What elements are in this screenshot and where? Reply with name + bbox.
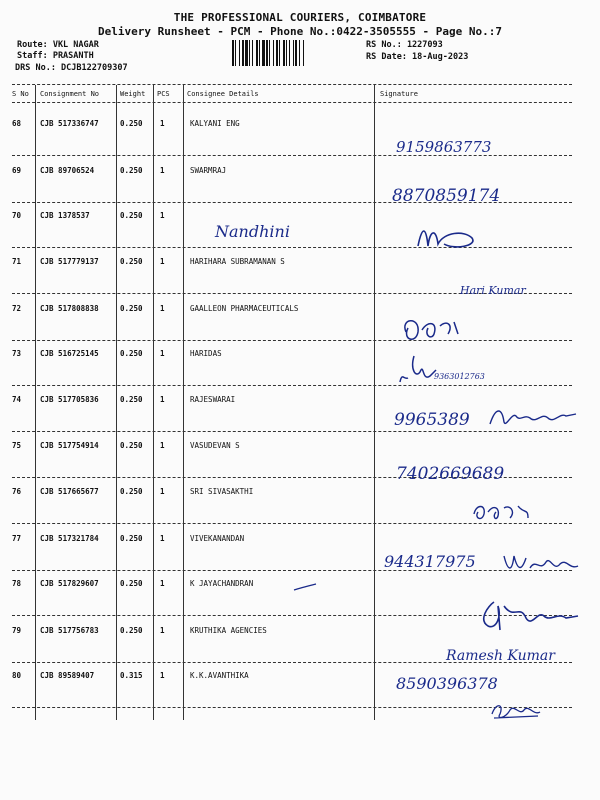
row-sno: 74 xyxy=(12,395,22,404)
row-weight: 0.250 xyxy=(120,626,143,635)
row-divider xyxy=(12,247,572,248)
barcode xyxy=(232,40,360,66)
pen-mark xyxy=(290,580,320,594)
row-sno: 72 xyxy=(12,304,22,313)
row-consignment-no: CJB 517756783 xyxy=(40,626,99,635)
col-consignment: Consignment No xyxy=(40,90,100,98)
row-pcs: 1 xyxy=(160,257,165,266)
row-consignment-no: CJB 516725145 xyxy=(40,349,99,358)
row-sno: 80 xyxy=(12,671,22,680)
route-label: Route: VKL NAGAR xyxy=(17,40,99,50)
row-consignment-no: CJB 517829607 xyxy=(40,579,99,588)
col-divider xyxy=(374,85,375,720)
signature-scribble xyxy=(500,550,582,578)
col-consignee: Consignee Details xyxy=(187,90,259,98)
row-weight: 0.250 xyxy=(120,441,143,450)
row-consignee: KALYANI ENG xyxy=(190,119,240,128)
staff-label: Staff: PRASANTH xyxy=(17,51,94,61)
row-consignee: RAJESWARAI xyxy=(190,395,236,404)
handwritten-phone: 8590396378 xyxy=(396,674,498,693)
signature-scribble xyxy=(470,500,532,524)
row-consignee: HARIDAS xyxy=(190,349,222,358)
handwritten-signature: Hari Kumar xyxy=(460,284,526,297)
row-consignee: HARIHARA SUBRAMANAN S xyxy=(190,257,285,266)
col-divider xyxy=(183,85,184,720)
header-divider-bottom xyxy=(12,102,572,103)
row-pcs: 1 xyxy=(160,349,165,358)
row-weight: 0.250 xyxy=(120,304,143,313)
signature-scribble xyxy=(486,402,582,432)
row-divider xyxy=(12,340,572,341)
handwritten-phone: 9363012763 xyxy=(434,372,485,381)
row-sno: 78 xyxy=(12,579,22,588)
col-divider xyxy=(116,85,117,720)
row-sno: 70 xyxy=(12,211,22,220)
row-pcs: 1 xyxy=(160,534,165,543)
row-weight: 0.250 xyxy=(120,487,143,496)
rs-date: RS Date: 18-Aug-2023 xyxy=(366,52,469,62)
runsheet-subtitle: Delivery Runsheet - PCM - Phone No.:0422-3505555 - Page No.:7 xyxy=(98,25,502,38)
row-sno: 69 xyxy=(12,166,22,175)
signature-scribble xyxy=(414,222,484,254)
row-divider xyxy=(12,570,572,571)
row-pcs: 1 xyxy=(160,626,165,635)
company-title: THE PROFESSIONAL COURIERS, COIMBATORE xyxy=(173,11,427,24)
row-consignment-no: CJB 517665677 xyxy=(40,487,99,496)
row-sno: 75 xyxy=(12,441,22,450)
row-consignee: K JAYACHANDRAN xyxy=(190,579,254,588)
handwritten-phone: 8870859174 xyxy=(392,186,501,206)
row-pcs: 1 xyxy=(160,579,165,588)
row-weight: 0.315 xyxy=(120,671,143,680)
row-pcs: 1 xyxy=(160,671,165,680)
row-weight: 0.250 xyxy=(120,579,143,588)
row-pcs: 1 xyxy=(160,166,165,175)
row-sno: 76 xyxy=(12,487,22,496)
handwritten-phone: 9159863773 xyxy=(396,138,492,156)
row-weight: 0.250 xyxy=(120,349,143,358)
row-sno: 71 xyxy=(12,257,22,266)
signature-scribble xyxy=(398,312,468,346)
row-sno: 77 xyxy=(12,534,22,543)
row-consignee: K.K.AVANTHIKA xyxy=(190,671,249,680)
row-weight: 0.250 xyxy=(120,534,143,543)
handwritten-phone: 7402669689 xyxy=(396,464,505,484)
col-divider xyxy=(153,85,154,720)
header-divider-top xyxy=(12,84,572,85)
signature-scribble xyxy=(486,698,544,722)
row-pcs: 1 xyxy=(160,487,165,496)
row-pcs: 1 xyxy=(160,304,165,313)
row-pcs: 1 xyxy=(160,395,165,404)
handwritten-signature: Ramesh Kumar xyxy=(446,648,555,664)
signature-scribble xyxy=(474,596,584,636)
row-consignment-no: CJB 1378537 xyxy=(40,211,90,220)
row-pcs: 1 xyxy=(160,441,165,450)
row-consignment-no: CJB 89589407 xyxy=(40,671,95,680)
row-consignee: VASUDEVAN S xyxy=(190,441,240,450)
rs-number: RS No.: 1227093 xyxy=(366,40,443,50)
row-sno: 73 xyxy=(12,349,22,358)
handwritten-phone: 944317975 xyxy=(384,552,476,571)
col-weight: Weight xyxy=(120,90,146,98)
row-consignment-no: CJB 89706524 xyxy=(40,166,95,175)
col-signature: Signature xyxy=(380,90,418,98)
col-divider xyxy=(35,85,36,720)
row-weight: 0.250 xyxy=(120,119,143,128)
row-pcs: 1 xyxy=(160,211,165,220)
row-consignee: GAALLEON PHARMACEUTICALS xyxy=(190,304,299,313)
row-weight: 0.250 xyxy=(120,166,143,175)
row-sno: 79 xyxy=(12,626,22,635)
row-consignee: KRUTHIKA AGENCIES xyxy=(190,626,267,635)
col-pcs: PCS xyxy=(157,90,170,98)
row-weight: 0.250 xyxy=(120,395,143,404)
row-consignee: VIVEKANANDAN xyxy=(190,534,245,543)
row-consignee: SWARMRAJ xyxy=(190,166,227,175)
row-consignment-no: CJB 517754914 xyxy=(40,441,99,450)
row-consignment-no: CJB 517779137 xyxy=(40,257,99,266)
signature-scribble xyxy=(396,352,440,388)
handwritten-name: Nandhini xyxy=(215,222,290,241)
row-consignment-no: CJB 517808838 xyxy=(40,304,99,313)
row-consignee: SRI SIVASAKTHI xyxy=(190,487,254,496)
col-sno: S No xyxy=(12,90,29,98)
handwritten-phone: 9965389 xyxy=(394,410,470,430)
row-divider xyxy=(12,385,572,386)
row-pcs: 1 xyxy=(160,119,165,128)
row-consignment-no: CJB 517705836 xyxy=(40,395,99,404)
row-sno: 68 xyxy=(12,119,22,128)
row-consignment-no: CJB 517336747 xyxy=(40,119,99,128)
row-weight: 0.250 xyxy=(120,211,143,220)
row-weight: 0.250 xyxy=(120,257,143,266)
row-consignment-no: CJB 517321784 xyxy=(40,534,99,543)
drs-number: DRS No.: DCJB122709307 xyxy=(15,63,128,73)
